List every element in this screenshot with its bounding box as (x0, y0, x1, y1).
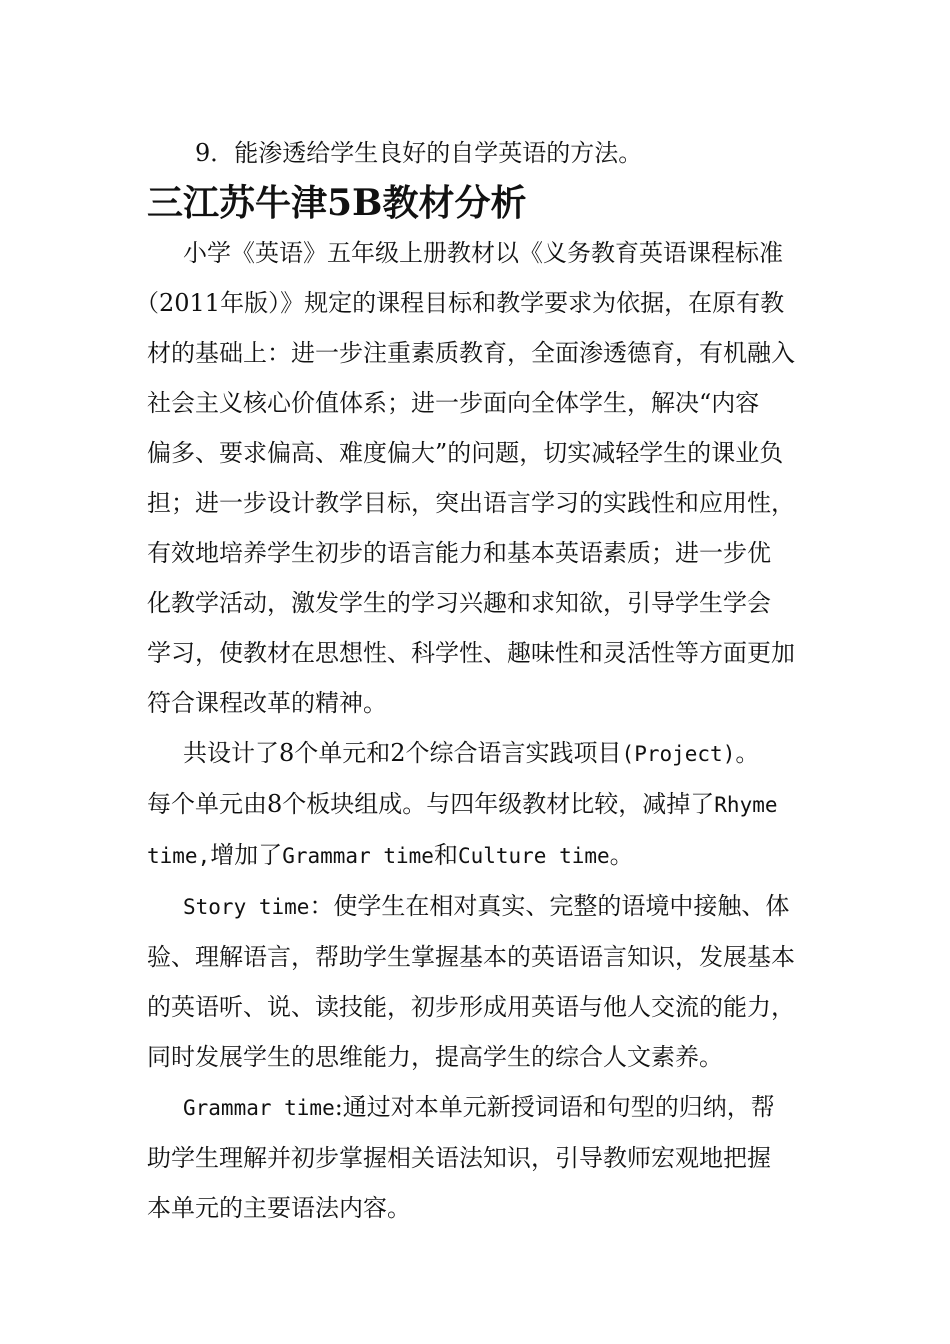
text-run: 共设计了8个单元和2个综合语言实践项目 (183, 739, 622, 767)
paragraph-line (147, 779, 807, 830)
paragraph-textbook-overview (135, 228, 807, 728)
text-run-latin: Rhyme (714, 793, 778, 817)
paragraph-line: 担；进一步设计教学目标，突出语言学习的实践性和应用性， (147, 489, 795, 517)
paragraph-line: 学习，使教材在思想性、科学性、趣味性和灵活性等方面更加 (147, 639, 795, 667)
text-run-latin: Culture time (457, 844, 610, 868)
paragraph-line: 助学生理解并初步掌握相关语法知识，引导教师宏观地把握 (147, 1144, 771, 1172)
paragraph-line (147, 830, 807, 881)
text-run: 每个单元由8个板块组成。与四年级教材比较，减掉了 (147, 790, 715, 818)
paragraph-line: 小学《英语》五年级上册教材以《义务教育英语课程标准 (183, 239, 783, 267)
paragraph-line: 化教学活动，激发学生的学习兴趣和求知欲，引导学生学会 (147, 589, 771, 617)
paragraph-line (147, 1082, 807, 1133)
paragraph-line (147, 881, 807, 932)
paragraph-line: 材的基础上：进一步注重素质教育，全面渗透德育，有机融入 (147, 339, 795, 367)
paragraph-line: 符合课程改革的精神。 (147, 689, 387, 717)
text-run-latin: Grammar time (183, 1096, 335, 1120)
paragraph-units (147, 728, 807, 881)
text-run: 。 (609, 841, 634, 869)
paragraph-story-time (147, 881, 807, 1082)
text-run: ：使学生在相对真实、完整的语境中接触、体 (309, 892, 790, 920)
list-item-9: 9．能渗透给学生良好的自学英语的方法。 (195, 139, 643, 167)
paragraph-line: （2011年版）》规定的课程目标和教学要求为依据，在原有教 (135, 289, 785, 317)
paragraph-line: 有效地培养学生初步的语言能力和基本英语素质；进一步优 (147, 539, 771, 567)
text-run-latin: Story time (183, 895, 310, 919)
text-run-latin: time, (147, 844, 211, 868)
paragraph-line: 的英语听、说、读技能，初步形成用英语与他人交流的能力， (147, 993, 795, 1021)
text-run: 增加了 (210, 841, 283, 869)
text-run: 和 (433, 841, 458, 869)
paragraph-grammar-time (147, 1082, 807, 1233)
document-body (135, 128, 807, 1233)
paragraph-line: 验、理解语言，帮助学生掌握基本的英语语言知识，发展基本 (147, 943, 795, 971)
paragraph-line: 同时发展学生的思维能力，提高学生的综合人文素养。 (147, 1043, 723, 1071)
section-heading: 三江苏牛津5B教材分析 (147, 182, 527, 224)
text-run: :通过对本单元新授词语和句型的归纳，帮 (334, 1093, 775, 1121)
text-run-latin: Grammar time (282, 844, 434, 868)
paragraph-line: 偏多、要求偏高、难度偏大”的问题，切实减轻学生的课业负 (147, 439, 784, 467)
paragraph-line: 本单元的主要语法内容。 (147, 1194, 411, 1222)
text-run-latin: (Project) (621, 742, 736, 766)
paragraph-line: 社会主义核心价值体系；进一步面向全体学生，解决“内容 (147, 389, 760, 417)
text-run: 。 (735, 739, 760, 767)
paragraph-line (147, 728, 807, 779)
